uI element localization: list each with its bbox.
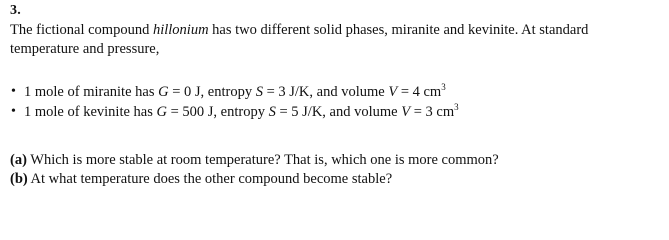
question-b-text: At what temperature does the other compound become stable? [27, 171, 393, 187]
kevinite-g-symbol: G [156, 104, 167, 120]
question-b [10, 170, 660, 189]
problem-intro [10, 21, 660, 59]
kevinite-v-symbol: V [401, 104, 411, 120]
miranite-v-symbol: V [388, 84, 398, 100]
bullet-icon: • [11, 84, 16, 99]
miranite-g-symbol: G [158, 84, 169, 100]
list-item-miranite [10, 82, 660, 102]
intro-text-end: has two different solid phases, miranite and kevinite. At standard temperature and pressure, [10, 22, 589, 57]
bullet-icon: • [11, 104, 16, 119]
question-a-tag: (a) [10, 152, 27, 168]
kevinite-lead: 1 mole of kevinite has [24, 104, 157, 120]
miranite-g-value: = 0 J, entropy [168, 84, 256, 100]
intro-text-start: The fictional compound [10, 22, 153, 38]
kevinite-v-value: = 3 cm [410, 104, 455, 120]
miranite-v-value: = 4 cm [397, 84, 442, 100]
kevinite-v-exponent: 3 [454, 102, 459, 112]
problem-number: 3. [10, 3, 21, 18]
question-a [10, 151, 660, 170]
phase-list [10, 82, 660, 122]
compound-name: hillonium [152, 22, 209, 38]
question-b-tag: (b) [10, 171, 28, 187]
problem-document [10, 2, 660, 189]
miranite-lead: 1 mole of miranite has [24, 84, 159, 100]
kevinite-s-symbol: S [268, 104, 276, 120]
question-a-text: Which is more stable at room temperature? That is, which one is more common? [26, 152, 499, 168]
kevinite-g-value: = 500 J, entropy [166, 104, 269, 120]
miranite-s-value: = 3 J/K, and volume [262, 84, 389, 100]
kevinite-s-value: = 5 J/K, and volume [275, 104, 402, 120]
question-list [10, 151, 660, 189]
list-item-kevinite [10, 102, 660, 122]
miranite-v-exponent: 3 [441, 82, 446, 92]
miranite-s-symbol: S [255, 84, 263, 100]
